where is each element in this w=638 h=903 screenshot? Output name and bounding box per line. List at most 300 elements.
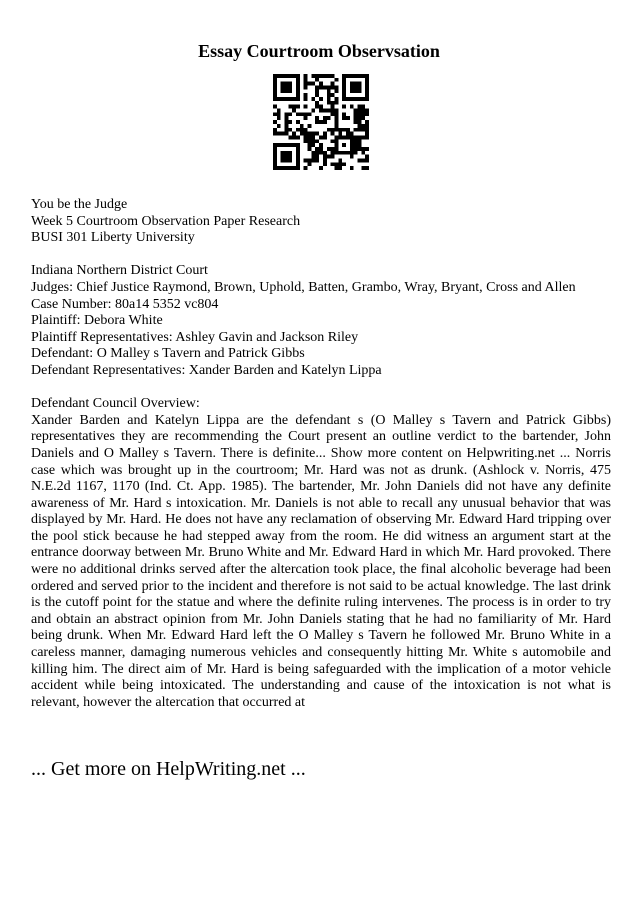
qr-module — [334, 86, 338, 90]
qr-module — [338, 166, 342, 170]
qr-module — [311, 139, 315, 143]
qr-module — [288, 135, 292, 139]
qr-module — [315, 155, 319, 159]
qr-module — [277, 112, 281, 116]
qr-module — [365, 166, 369, 170]
qr-module — [304, 105, 308, 109]
qr-module — [350, 155, 354, 159]
qr-module — [292, 105, 296, 109]
qr-module — [319, 120, 323, 124]
qr-module — [327, 101, 331, 105]
qr-module — [308, 162, 312, 166]
qr-module — [346, 132, 350, 136]
qr-module — [357, 124, 361, 128]
qr-module — [315, 105, 319, 109]
qr-module — [288, 120, 292, 124]
qr-module — [311, 132, 315, 136]
qr-module — [288, 82, 292, 86]
qr-module — [350, 105, 354, 109]
qr-module — [346, 135, 350, 139]
qr-code-icon — [273, 74, 369, 170]
qr-module — [285, 74, 289, 78]
qr-module — [281, 166, 285, 170]
qr-module — [296, 147, 300, 151]
qr-module — [327, 116, 331, 120]
qr-module — [281, 143, 285, 147]
qr-module — [319, 82, 323, 86]
qr-module — [338, 151, 342, 155]
qr-module — [365, 109, 369, 113]
qr-module — [323, 151, 327, 155]
qr-module — [323, 120, 327, 124]
qr-module — [334, 151, 338, 155]
qr-module — [350, 147, 354, 151]
qr-module — [346, 151, 350, 155]
qr-module — [281, 86, 285, 90]
qr-module — [288, 89, 292, 93]
qr-module — [350, 89, 354, 93]
qr-module — [342, 143, 346, 147]
qr-module — [273, 89, 277, 93]
qr-module — [281, 82, 285, 86]
qr-module — [304, 139, 308, 143]
qr-module — [296, 162, 300, 166]
qr-module — [319, 74, 323, 78]
plaintiff-representatives: Plaintiff Representatives: Ashley Gavin and Jackson Riley — [31, 329, 359, 345]
qr-module — [319, 166, 323, 170]
qr-module — [304, 158, 308, 162]
qr-module — [334, 147, 338, 151]
qr-module — [346, 97, 350, 101]
qr-module — [338, 135, 342, 139]
qr-module — [342, 128, 346, 132]
qr-module — [308, 124, 312, 128]
qr-module — [357, 105, 361, 109]
qr-module — [331, 112, 335, 116]
qr-module — [354, 120, 358, 124]
defendant-line: Defendant: O Malley s Tavern and Patrick Gibbs — [31, 346, 305, 362]
qr-module — [277, 124, 281, 128]
qr-module — [361, 97, 365, 101]
qr-module — [292, 109, 296, 113]
qr-module — [308, 82, 312, 86]
qr-module — [319, 105, 323, 109]
qr-module — [319, 151, 323, 155]
intro-line: BUSI 301 Liberty University — [31, 230, 195, 246]
qr-module — [361, 147, 365, 151]
qr-module — [357, 158, 361, 162]
qr-module — [304, 86, 308, 90]
qr-module — [361, 112, 365, 116]
qr-module — [365, 147, 369, 151]
qr-module — [304, 78, 308, 82]
qr-module — [361, 116, 365, 120]
qr-module — [285, 132, 289, 136]
qr-module — [357, 147, 361, 151]
qr-module — [342, 78, 346, 82]
qr-module — [346, 128, 350, 132]
qr-module — [365, 132, 369, 136]
qr-module — [288, 158, 292, 162]
qr-module — [357, 86, 361, 90]
qr-module — [273, 105, 277, 109]
qr-module — [288, 128, 292, 132]
qr-module — [342, 162, 346, 166]
qr-module — [273, 155, 277, 159]
case-number: Case Number: 80a14 5352 vc804 — [31, 296, 219, 312]
qr-module — [319, 109, 323, 113]
qr-module — [308, 158, 312, 162]
qr-module — [357, 135, 361, 139]
qr-module — [292, 132, 296, 136]
qr-module — [331, 82, 335, 86]
qr-module — [281, 151, 285, 155]
qr-module — [327, 155, 331, 159]
qr-module — [315, 74, 319, 78]
qr-module — [304, 97, 308, 101]
qr-module — [342, 82, 346, 86]
qr-module — [357, 82, 361, 86]
qr-module — [273, 143, 277, 147]
qr-module — [311, 82, 315, 86]
qr-module — [357, 109, 361, 113]
qr-module — [296, 89, 300, 93]
qr-module — [357, 116, 361, 120]
qr-module — [285, 158, 289, 162]
qr-module — [281, 155, 285, 159]
qr-module — [296, 143, 300, 147]
qr-module — [365, 93, 369, 97]
qr-module — [338, 132, 342, 136]
qr-module — [350, 132, 354, 136]
qr-module — [334, 120, 338, 124]
qr-module — [361, 151, 365, 155]
qr-module — [334, 109, 338, 113]
judges-line: Judges: Chief Justice Raymond, Brown, Uphold, Batten, Grambo, Wray, Bryant, Cross and Allen — [31, 279, 576, 295]
qr-module — [334, 97, 338, 101]
qr-module — [342, 74, 346, 78]
qr-module — [357, 97, 361, 101]
qr-module — [354, 97, 358, 101]
qr-module — [315, 78, 319, 82]
qr-module — [354, 112, 358, 116]
qr-module — [285, 166, 289, 170]
qr-module — [327, 86, 331, 90]
qr-module — [296, 151, 300, 155]
qr-module — [350, 135, 354, 139]
qr-module — [315, 139, 319, 143]
qr-module — [296, 166, 300, 170]
qr-module — [273, 128, 277, 132]
qr-module — [281, 97, 285, 101]
qr-module — [331, 155, 335, 159]
qr-module — [342, 151, 346, 155]
qr-module — [354, 128, 358, 132]
qr-module — [288, 155, 292, 159]
qr-module — [288, 105, 292, 109]
qr-module — [354, 82, 358, 86]
qr-module — [354, 135, 358, 139]
qr-module — [277, 132, 281, 136]
qr-module — [315, 93, 319, 97]
qr-module — [361, 135, 365, 139]
qr-module — [277, 116, 281, 120]
qr-module — [323, 109, 327, 113]
qr-module — [273, 74, 277, 78]
plaintiff-line: Plaintiff: Debora White — [31, 313, 163, 329]
qr-module — [354, 86, 358, 90]
qr-module — [323, 155, 327, 159]
qr-module — [285, 86, 289, 90]
qr-module — [285, 97, 289, 101]
qr-module — [315, 86, 319, 90]
qr-module — [315, 132, 319, 136]
qr-module — [319, 97, 323, 101]
qr-module — [292, 166, 296, 170]
qr-module — [323, 116, 327, 120]
qr-module — [277, 74, 281, 78]
qr-module — [334, 143, 338, 147]
qr-module — [365, 78, 369, 82]
qr-module — [304, 132, 308, 136]
qr-module — [357, 120, 361, 124]
qr-module — [361, 109, 365, 113]
qr-module — [365, 155, 369, 159]
qr-module — [323, 132, 327, 136]
qr-module — [292, 74, 296, 78]
qr-module — [315, 158, 319, 162]
qr-module — [365, 112, 369, 116]
qr-module — [365, 89, 369, 93]
qr-module — [354, 139, 358, 143]
qr-code-graphic — [273, 74, 369, 170]
overview-block — [31, 396, 611, 711]
qr-module — [308, 143, 312, 147]
qr-module — [285, 112, 289, 116]
qr-module — [331, 139, 335, 143]
qr-module — [327, 97, 331, 101]
qr-module — [308, 112, 312, 116]
qr-module — [288, 86, 292, 90]
qr-module — [334, 89, 338, 93]
qr-module — [281, 74, 285, 78]
qr-module — [361, 166, 365, 170]
qr-module — [273, 162, 277, 166]
qr-module — [327, 89, 331, 93]
qr-module — [334, 139, 338, 143]
qr-module — [311, 143, 315, 147]
qr-module — [288, 166, 292, 170]
qr-module — [354, 143, 358, 147]
qr-module — [285, 116, 289, 120]
qr-module — [300, 132, 304, 136]
qr-module — [296, 128, 300, 132]
qr-module — [273, 132, 277, 136]
qr-module — [273, 166, 277, 170]
qr-module — [308, 147, 312, 151]
qr-module — [296, 97, 300, 101]
qr-module — [288, 151, 292, 155]
qr-module — [331, 147, 335, 151]
qr-module — [273, 93, 277, 97]
qr-module — [350, 97, 354, 101]
qr-module — [354, 116, 358, 120]
qr-module — [304, 166, 308, 170]
qr-module — [365, 86, 369, 90]
qr-module — [354, 109, 358, 113]
qr-module — [327, 109, 331, 113]
get-more-link[interactable]: ... Get more on HelpWriting.net ... — [31, 758, 306, 780]
qr-module — [334, 101, 338, 105]
qr-module — [311, 151, 315, 155]
qr-module — [296, 112, 300, 116]
qr-module — [281, 89, 285, 93]
qr-module — [311, 155, 315, 159]
qr-module — [334, 116, 338, 120]
qr-module — [334, 128, 338, 132]
qr-module — [323, 158, 327, 162]
qr-module — [350, 143, 354, 147]
qr-module — [304, 112, 308, 116]
qr-module — [331, 86, 335, 90]
qr-module — [308, 132, 312, 136]
qr-module — [308, 139, 312, 143]
qr-module — [285, 151, 289, 155]
overview-paragraph: Xander Barden and Katelyn Lippa are the defendant s (O Malley s Tavern and Patrick Gibbs) representatives they are recommending the Court present an outline verdict to the bartender, John Daniels and O Malley s Tavern. There is definite... Show more content on Helpwriting.net ... Norris case which was brought up in the courtroom; Mr. Hard was not as drunk. (Ashlock v. Norris, 475 N.E.2d 1167, 1170 (Ind. Ct. App. 1985). The bartender, Mr. John Daniels did not have any definite awareness of Mr. Hard s intoxication. Mr. Daniels is not able to recall any unusual behavior that was displayed by Mr. Hard. He does not have any reclamation of observing Mr. Edward Hard tripping over the pool stick because he had stepped away from the room. He did witness an argument start at the entrance doorway between Mr. Bruno White and Mr. Edward Hard in which Mr. Hard provoked. There were no additional drinks served after the altercation took place, the final alcoholic beverage had been ordered and served prior to the incident and therefore is not said to be actual knowledge. The last drink is the cutoff point for the statue and where the definite ruling intervenes. The process is in order to try and obtain an abstract opinion from Mr. John Daniels stating that he had no familiarity of Mr. Hard being drunk. When Mr. Edward Hard left the O Malley s Tavern he followed Mr. Bruno White in a careless manner, damaging numerous vehicles and consequently hitting Mr. White s automobile and killing him. The direct aim of Mr. Hard is being safeguarded with the implication of a motor vehicle accident while being intoxicated. The understanding and cause of the intoxication is not what is relevant, however the altercation that occurred at — [31, 412, 611, 710]
qr-module — [285, 89, 289, 93]
qr-module — [365, 135, 369, 139]
qr-module — [361, 158, 365, 162]
qr-module — [315, 101, 319, 105]
qr-module — [327, 74, 331, 78]
qr-module — [365, 82, 369, 86]
qr-module — [331, 132, 335, 136]
qr-module — [338, 158, 342, 162]
qr-module — [334, 124, 338, 128]
qr-module — [296, 82, 300, 86]
qr-module — [331, 74, 335, 78]
case-info-block — [31, 263, 611, 379]
qr-module — [273, 97, 277, 101]
qr-module — [346, 116, 350, 120]
qr-module — [277, 143, 281, 147]
qr-module — [350, 86, 354, 90]
qr-module — [338, 128, 342, 132]
qr-module — [273, 86, 277, 90]
qr-module — [273, 158, 277, 162]
qr-module — [300, 128, 304, 132]
qr-module — [357, 89, 361, 93]
overview-heading: Defendant Council Overview: — [31, 396, 200, 412]
qr-module — [311, 97, 315, 101]
qr-module — [319, 143, 323, 147]
document-body — [31, 197, 611, 728]
qr-module — [296, 155, 300, 159]
qr-module — [296, 135, 300, 139]
qr-module — [357, 112, 361, 116]
qr-module — [342, 89, 346, 93]
qr-module — [323, 74, 327, 78]
qr-module — [277, 166, 281, 170]
qr-module — [273, 82, 277, 86]
qr-module — [354, 74, 358, 78]
qr-module — [331, 101, 335, 105]
qr-module — [361, 128, 365, 132]
qr-module — [323, 86, 327, 90]
qr-module — [338, 162, 342, 166]
intro-line: Week 5 Courtroom Observation Paper Research — [31, 213, 301, 229]
qr-module — [300, 112, 304, 116]
qr-module — [331, 109, 335, 113]
qr-module — [357, 74, 361, 78]
qr-module — [323, 135, 327, 139]
qr-module — [311, 109, 315, 113]
qr-module — [292, 143, 296, 147]
qr-module — [292, 97, 296, 101]
document-title: Essay Courtroom Observsation — [198, 41, 440, 61]
qr-module — [273, 147, 277, 151]
qr-module — [277, 97, 281, 101]
qr-module — [342, 93, 346, 97]
qr-module — [361, 105, 365, 109]
qr-module — [319, 86, 323, 90]
qr-module — [304, 128, 308, 132]
qr-module — [296, 158, 300, 162]
qr-module — [342, 112, 346, 116]
qr-module — [273, 112, 277, 116]
qr-module — [334, 162, 338, 166]
qr-module — [331, 128, 335, 132]
qr-module — [327, 93, 331, 97]
qr-module — [342, 135, 346, 139]
qr-module — [331, 93, 335, 97]
qr-module — [357, 139, 361, 143]
qr-module — [361, 124, 365, 128]
qr-module — [315, 147, 319, 151]
qr-module — [285, 128, 289, 132]
qr-module — [304, 116, 308, 120]
qr-module — [311, 74, 315, 78]
qr-module — [365, 97, 369, 101]
qr-module — [334, 166, 338, 170]
qr-module — [323, 162, 327, 166]
qr-module — [350, 139, 354, 143]
qr-module — [311, 158, 315, 162]
qr-module — [285, 120, 289, 124]
qr-module — [327, 147, 331, 151]
qr-module — [308, 135, 312, 139]
defendant-representatives: Defendant Representatives: Xander Barden and Katelyn Lippa — [31, 362, 382, 378]
qr-module — [273, 151, 277, 155]
qr-module — [285, 155, 289, 159]
qr-module — [354, 151, 358, 155]
qr-module — [288, 143, 292, 147]
qr-module — [342, 116, 346, 120]
qr-module — [365, 74, 369, 78]
qr-module — [296, 86, 300, 90]
qr-module — [288, 74, 292, 78]
qr-module — [365, 158, 369, 162]
qr-module — [342, 86, 346, 90]
qr-module — [285, 143, 289, 147]
qr-module — [342, 97, 346, 101]
qr-module — [315, 120, 319, 124]
qr-module — [277, 109, 281, 113]
qr-module — [365, 120, 369, 124]
qr-module — [273, 78, 277, 82]
qr-module — [300, 124, 304, 128]
qr-module — [357, 143, 361, 147]
